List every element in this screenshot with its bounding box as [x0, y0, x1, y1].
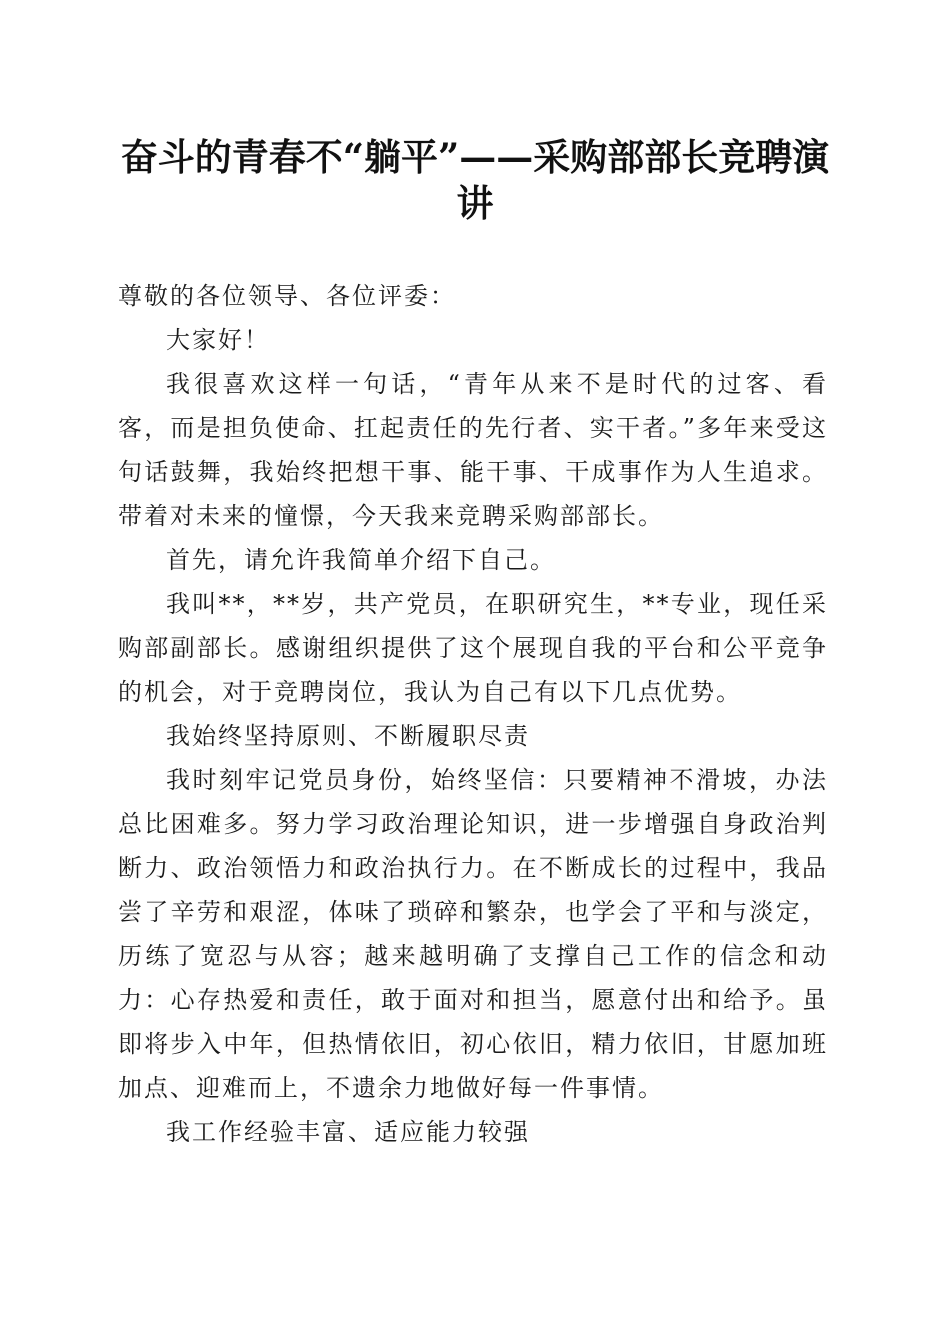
- paragraph-self-intro-lead: 首先，请允许我简单介绍下自己。: [166, 546, 556, 574]
- document-body: [118, 274, 828, 1154]
- section-heading-principles: 我始终坚持原则、不断履职尽责: [166, 722, 530, 750]
- salutation: 尊敬的各位领导、各位评委：: [118, 282, 456, 310]
- section-heading-experience: 我工作经验丰富、适应能力较强: [166, 1118, 530, 1146]
- paragraph-intro-quote: 我很喜欢这样一句话，“青年从来不是时代的过客、看客，而是担负使命、扛起责任的先行者、实干者。”多年来受这句话鼓舞，我始终把想干事、能干事、干成事作为人生追求。带着对未来的憧憬，今天我来竞聘采购部部长。: [118, 370, 828, 530]
- paragraph-principles: 我时刻牢记党员身份，始终坚信：只要精神不滑坡，办法总比困难多。努力学习政治理论知识，进一步增强自身政治判断力、政治领悟力和政治执行力。在不断成长的过程中，我品尝了辛劳和艰涩，体味了琐碎和繁杂，也学会了平和与淡定，历练了宽忍与从容；越来越明确了支撑自己工作的信念和动力：心存热爱和责任，敢于面对和担当，愿意付出和给予。虽即将步入中年，但热情依旧，初心依旧，精力依旧，甘愿加班加点、迎难而上，不遗余力地做好每一件事情。: [118, 766, 828, 1102]
- paragraph-self-intro: 我叫**，**岁，共产党员，在职研究生，**专业，现任采购部副部长。感谢组织提供了这个展现自我的平台和公平竞争的机会，对于竞聘岗位，我认为自己有以下几点优势。: [118, 590, 828, 706]
- greeting: 大家好！: [166, 326, 270, 354]
- document-title: 奋斗的青春不“躺平”——采购部部长竞聘演讲: [120, 135, 830, 225]
